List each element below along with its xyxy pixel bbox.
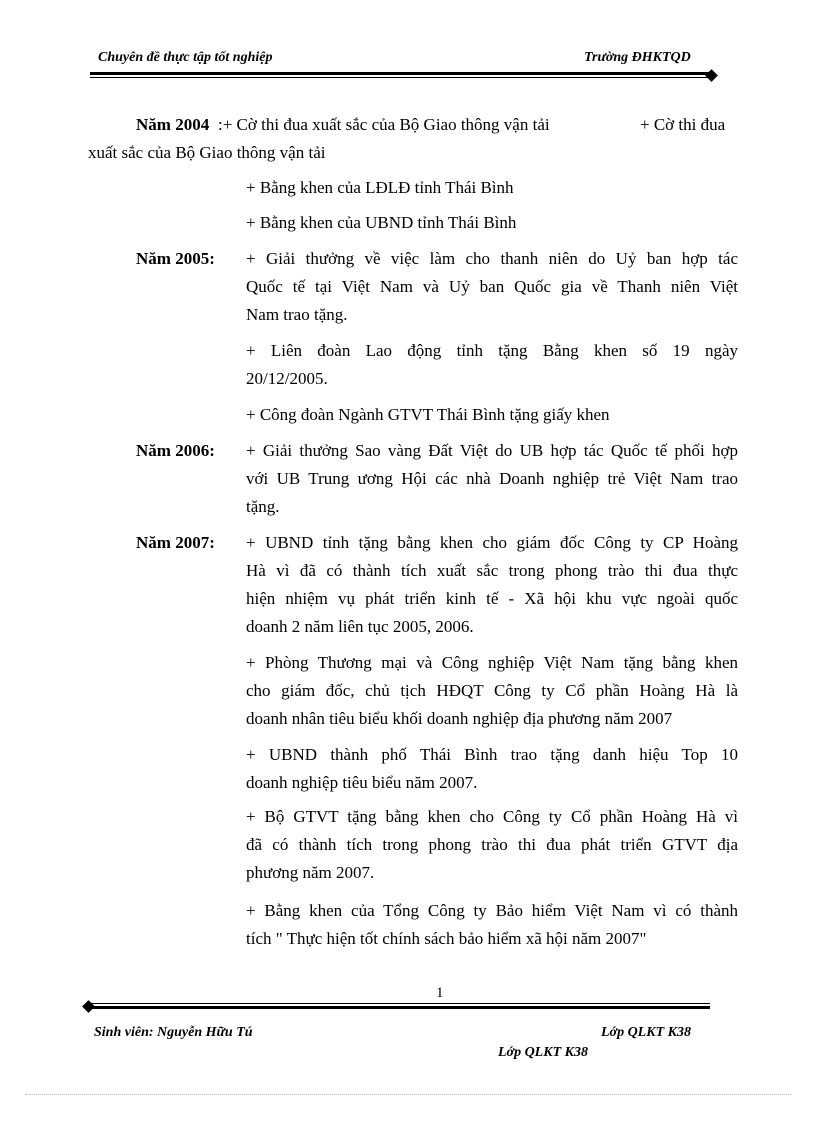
entry-2007-item4-line3: phương năm 2007. xyxy=(246,863,375,882)
year-2006: Năm 2006: xyxy=(136,441,215,460)
entry-2005-item1-line2: Quốc tế tại Việt Nam và Uỷ ban Quốc gia về Thanh niên Việt xyxy=(246,277,738,296)
entry-2007-item2-line2: cho giám đốc, chủ tịch HĐQT Công ty Cổ phần Hoàng Hà là xyxy=(246,681,738,700)
entry-2005-item2-line2: 20/12/2005. xyxy=(246,369,328,388)
entry-2004-line2: xuất sắc của Bộ Giao thông vận tải xyxy=(88,143,326,162)
entry-2005-item1-line3: Nam trao tặng. xyxy=(246,305,348,324)
entry-2004-item2: + Bằng khen của LĐLĐ tỉnh Thái Bình xyxy=(246,178,514,197)
entry-2007-item2-line1: + Phòng Thương mại và Công nghiệp Việt Nam tặng bằng khen xyxy=(246,653,738,672)
entry-2007-item4-line1: + Bộ GTVT tặng bằng khen cho Công ty Cổ phần Hoàng Hà vì xyxy=(246,807,738,826)
entry-2005-item2-line1: + Liên đoàn Lao động tỉnh tặng Bằng khen số 19 ngày xyxy=(246,341,738,360)
entry-2007-item3-line2: doanh nghiệp tiêu biểu năm 2007. xyxy=(246,773,478,792)
entry-2004-item3: + Bằng khen của UBND tỉnh Thái Bình xyxy=(246,213,517,232)
header-left: Chuyên đề thực tập tốt nghiệp xyxy=(98,50,273,65)
entry-2007-item4-line2: đã có thành tích trong phong trào thi đua phát triển GTVT địa xyxy=(246,835,738,854)
page-bottom-border xyxy=(25,1094,791,1095)
year-2004: Năm 2004 xyxy=(136,115,210,134)
entry-2007-item3-line1: + UBND thành phố Thái Bình trao tặng danh hiệu Top 10 xyxy=(246,745,738,764)
footer-class-duplicate: Lớp QLKT K38 xyxy=(498,1045,588,1060)
entry-2006-line2: với UB Trung ương Hội các nhà Doanh nghiệp trẻ Việt Nam trao xyxy=(246,469,738,488)
entry-2004-line1: :+ Cờ thi đua xuất sắc của Bộ Giao thông vận tải xyxy=(218,115,550,134)
entry-2005-item3: + Công đoàn Ngành GTVT Thái Bình tặng giấy khen xyxy=(246,405,610,424)
entry-2007-item5-line1: + Bằng khen của Tổng Công ty Bảo hiểm Việt Nam vì có thành xyxy=(246,901,738,920)
year-2005: Năm 2005: xyxy=(136,249,215,268)
header-right: Trường ĐHKTQD xyxy=(584,50,691,65)
entry-2007-item1-line2: Hà vì đã có thành tích xuất sắc trong phong trào thi đua thực xyxy=(246,561,738,580)
footer-student: Sinh viên: Nguyễn Hữu Tú xyxy=(94,1025,253,1040)
entry-2005-item1-line1: + Giải thưởng về việc làm cho thanh niên do Uỷ ban hợp tác xyxy=(246,249,738,268)
page-number: 1 xyxy=(436,985,444,1001)
entry-2007-item5-line2: tích " Thực hiện tốt chính sách bảo hiểm xã hội năm 2007" xyxy=(246,929,647,948)
footer-class: Lớp QLKT K38 xyxy=(601,1025,691,1040)
entry-2007-item1-line3: hiện nhiệm vụ phát triển kinh tế - Xã hội khu vực ngoài quốc xyxy=(246,589,738,608)
entry-2007-item1-line4: doanh 2 năm liên tục 2005, 2006. xyxy=(246,617,474,636)
entry-2007-item2-line3: doanh nhân tiêu biểu khối doanh nghiệp địa phương năm 2007 xyxy=(246,709,673,728)
entry-2007-item1-line1: + UBND tỉnh tặng bằng khen cho giám đốc Công ty CP Hoàng xyxy=(246,533,738,552)
entry-2006-line1: + Giải thưởng Sao vàng Đất Việt do UB hợp tác Quốc tế phối hợp xyxy=(246,441,738,460)
entry-2004-line1-repeat: + Cờ thi đua xyxy=(640,115,726,134)
year-2007: Năm 2007: xyxy=(136,533,215,552)
entry-2006-line3: tặng. xyxy=(246,497,280,516)
